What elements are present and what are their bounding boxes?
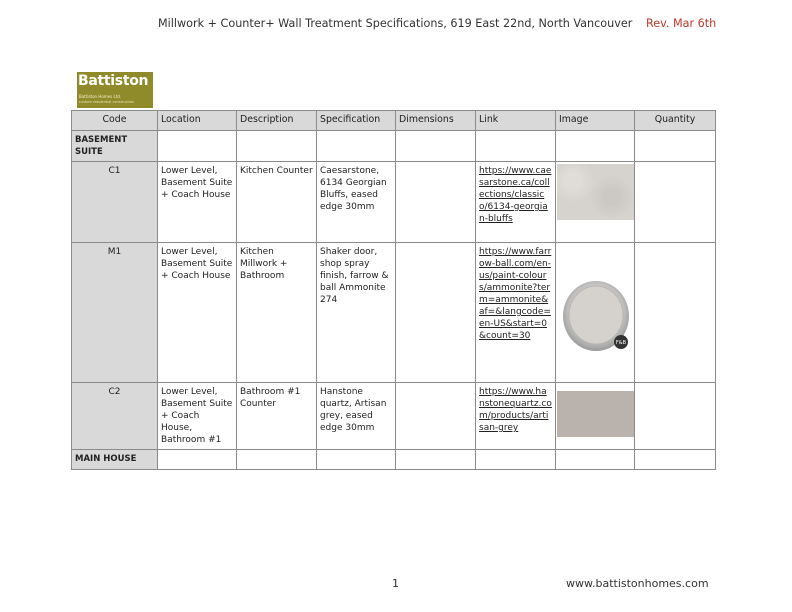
column-header-link: Link — [476, 111, 556, 131]
row-link-cell — [476, 162, 556, 243]
row-location: Lower Level, Basement Suite + Coach House — [158, 243, 237, 383]
row-code: C1 — [72, 162, 158, 243]
row-description: Kitchen Counter — [237, 162, 317, 243]
table-cell — [396, 131, 476, 162]
table-cell — [556, 131, 635, 162]
section-row-main-house — [72, 450, 716, 470]
row-link-cell — [476, 383, 556, 450]
logo-tagline-1: Battiston Homes Ltd. — [79, 94, 122, 99]
table-cell — [237, 450, 317, 470]
row-description: Bathroom #1 Counter — [237, 383, 317, 450]
row-description: Kitchen Millwork + Bathroom — [237, 243, 317, 383]
row-dimensions — [396, 162, 476, 243]
row-code: M1 — [72, 243, 158, 383]
column-header-description: Description — [237, 111, 317, 131]
column-header-image: Image — [556, 111, 635, 131]
column-header-location: Location — [158, 111, 237, 131]
page-number: 1 — [392, 577, 399, 590]
table-row — [72, 383, 716, 450]
product-link[interactable]: https://www.caesarstone.ca/collections/classico/6134-georgian-bluffs — [479, 166, 552, 224]
table-cell — [556, 450, 635, 470]
column-header-specification: Specification — [317, 111, 396, 131]
row-quantity — [635, 162, 716, 243]
table-header-row — [72, 111, 716, 131]
column-header-code: Code — [72, 111, 158, 131]
paint-can-icon — [559, 246, 635, 356]
table-cell — [317, 450, 396, 470]
quartz-swatch-image — [557, 391, 635, 437]
table-row — [72, 162, 716, 243]
specification-table — [71, 110, 716, 470]
row-dimensions — [396, 243, 476, 383]
table-cell — [476, 131, 556, 162]
section-label: MAIN HOUSE — [72, 450, 158, 470]
column-header-quantity: Quantity — [635, 111, 716, 131]
document-title: Millwork + Counter+ Wall Treatment Specifications, 619 East 22nd, North Vancouver — [158, 17, 633, 30]
table-cell — [317, 131, 396, 162]
row-specification: Shaker door, shop spray finish, farrow & ball Ammonite 274 — [317, 243, 396, 383]
product-link[interactable]: https://www.farrow-ball.com/en-us/paint-colours/ammonite?term=ammonite&af=&langcode=en-US&start=0&count=30 — [479, 247, 552, 341]
table-cell — [635, 450, 716, 470]
section-label: BASEMENT SUITE — [72, 131, 158, 162]
column-header-dimensions: Dimensions — [396, 111, 476, 131]
row-dimensions — [396, 383, 476, 450]
row-specification: Hanstone quartz, Artisan grey, eased edge 30mm — [317, 383, 396, 450]
row-image-cell — [556, 383, 635, 450]
row-quantity — [635, 383, 716, 450]
table-cell — [635, 131, 716, 162]
table-row — [72, 243, 716, 383]
product-link[interactable]: https://www.hanstonequartz.com/products/artisan-grey — [479, 387, 552, 433]
paint-can-image — [559, 246, 635, 366]
row-specification: Caesarstone, 6134 Georgian Bluffs, eased edge 30mm — [317, 162, 396, 243]
row-location: Lower Level, Basement Suite + Coach House — [158, 162, 237, 243]
stone-swatch-image — [557, 164, 635, 220]
table-cell — [476, 450, 556, 470]
row-image-cell — [556, 162, 635, 243]
company-logo — [77, 72, 153, 108]
row-location: Lower Level, Basement Suite + Coach House, Bathroom #1 — [158, 383, 237, 450]
row-code: C2 — [72, 383, 158, 450]
footer-website[interactable]: www.battistonhomes.com — [566, 577, 709, 590]
table-cell — [158, 131, 237, 162]
logo-tagline-2: custom residential construction — [79, 100, 135, 104]
row-quantity — [635, 243, 716, 383]
table-cell — [158, 450, 237, 470]
row-image-cell — [556, 243, 635, 383]
table-cell — [396, 450, 476, 470]
revision-label: Rev. Mar 6th — [646, 17, 717, 30]
table-cell — [237, 131, 317, 162]
section-row-basement — [72, 131, 716, 162]
row-link-cell — [476, 243, 556, 383]
logo-wordmark: Battiston — [78, 73, 149, 89]
brand-badge: F&B — [615, 340, 627, 346]
